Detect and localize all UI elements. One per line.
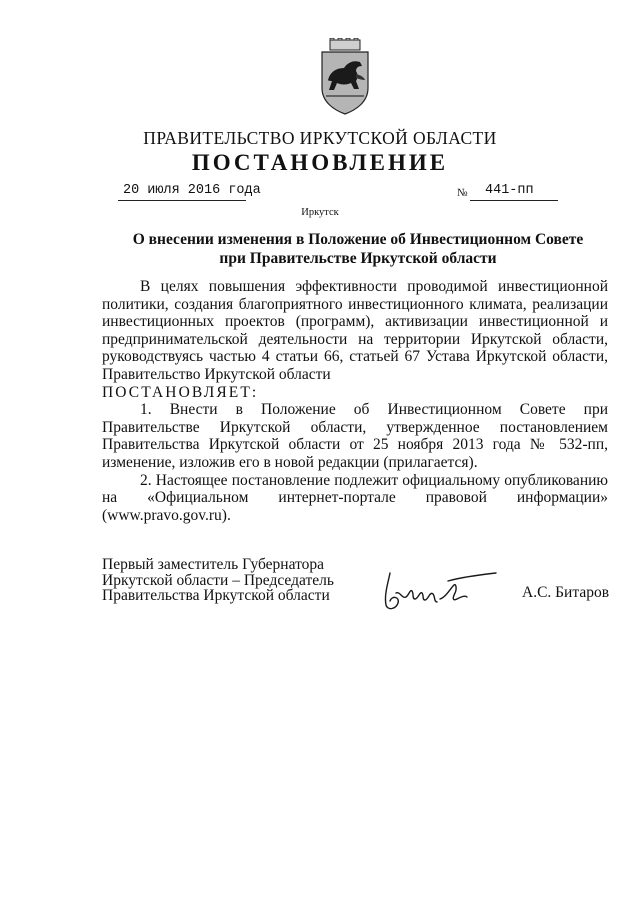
preamble-paragraph: В целях повышения эффективности проводимой инвестиционной политики, создания благоприятного инвестиционного климата, реализации инвестиционных проектов (программ), активизации инвестиционной и предпринимательской деятельности на территории Иркутской области, руководствуясь частью 4 статьи 66, статьей 67 Устава Иркутской области, Правительство Иркутской области: [102, 278, 608, 383]
irkutsk-coat-of-arms-icon: [316, 38, 374, 116]
document-date: 20 июля 2016 года: [123, 183, 261, 198]
number-sign: №: [457, 187, 468, 199]
signer-position: Первый заместитель Губернатора Иркутской области – Председатель Правительства Иркутской области: [102, 556, 334, 604]
document-subject: О внесении изменения в Положение об Инвестиционном Совете при Правительстве Иркутской области: [132, 231, 584, 267]
document-body: [102, 278, 608, 524]
date-underline: [118, 200, 246, 201]
resolves-heading: ПОСТАНОВЛЯЕТ:: [102, 383, 259, 401]
item-2-paragraph: 2. Настоящее постановление подлежит официальному опубликованию на «Официальном интернет-портале правовой информации» (www.pravo.gov.ru).: [102, 471, 608, 524]
number-underline: [470, 200, 558, 201]
document-number: 441-пп: [485, 183, 534, 198]
signer-name: А.С. Битаров: [522, 584, 610, 601]
item-1-paragraph: 1. Внести в Положение об Инвестиционном Совете при Правительстве Иркутской области, утвержденное постановлением Правительства Иркутской области от 25 ноября 2013 года № 532-пп, изменение, изложив его в новой редакции (прилагается).: [102, 401, 608, 471]
document-type-title: ПОСТАНОВЛЕНИЕ: [191, 150, 449, 175]
city-name: Иркутск: [301, 207, 339, 218]
handwritten-signature-icon: [378, 563, 503, 615]
government-name: ПРАВИТЕЛЬСТВО ИРКУТСКОЙ ОБЛАСТИ: [143, 128, 497, 148]
